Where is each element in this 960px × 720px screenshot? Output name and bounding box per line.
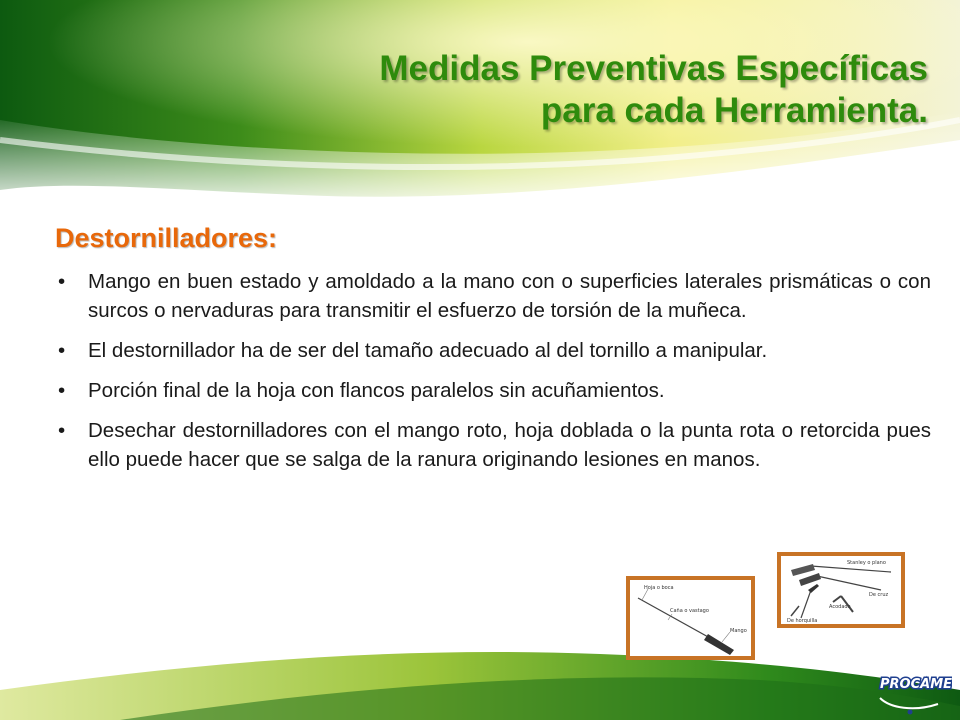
screwdriver-shaft [638, 598, 710, 638]
slide-title-line2: para cada Herramienta. [540, 91, 928, 130]
bullet-icon: • [58, 270, 66, 293]
bullet-text: Mango en buen estado y amoldado a la mano con o superficies laterales prismáticas o con surcos o nervaduras para transmitir el esfuerzo de torsión de la muñeca. [88, 270, 931, 322]
bullet-item [58, 336, 931, 365]
procame-logo [876, 668, 952, 716]
figure-label: Acodado [829, 604, 851, 610]
bullet-text: El destornillador ha de ser del tamaño adecuado al del tornillo a manipular. [88, 339, 768, 362]
bullet-text: Desechar destornilladores con el mango roto, hoja doblada o la punta rota o retorcida pues ello puede hacer que se salga de la ranura originando lesiones en manos. [88, 419, 931, 471]
bullet-item [58, 267, 931, 325]
bullet-item [58, 416, 931, 474]
figure-label: Hoja o boca [644, 585, 674, 591]
bullet-icon: • [58, 379, 66, 402]
bullet-text: Porción final de la hoja con flancos paralelos sin acuñamientos. [88, 379, 665, 402]
bullet-item [58, 376, 931, 405]
bullet-list [58, 267, 931, 485]
screwdriver-types-figure [777, 552, 905, 628]
screwdriver-parts-figure [626, 576, 755, 660]
section-heading: Destornilladores: [55, 223, 278, 253]
screwdriver-diagram [630, 580, 751, 656]
figure-label: De cruz [869, 592, 889, 598]
figure-label: Mango [730, 628, 747, 634]
figure-label: Stanley o plano [847, 560, 886, 566]
figure-label: Caña o vastago [670, 608, 709, 614]
figure-label: De horquilla [787, 618, 818, 624]
logo-text: PROCAME [880, 677, 952, 692]
screwdriver-handle [704, 634, 734, 655]
slide-title [379, 48, 928, 132]
screwdriver-types-diagram [781, 556, 901, 624]
bullet-icon: • [58, 339, 66, 362]
slide-title-line1: Medidas Preventivas Específicas [379, 49, 928, 88]
bullet-icon: • [58, 419, 66, 442]
